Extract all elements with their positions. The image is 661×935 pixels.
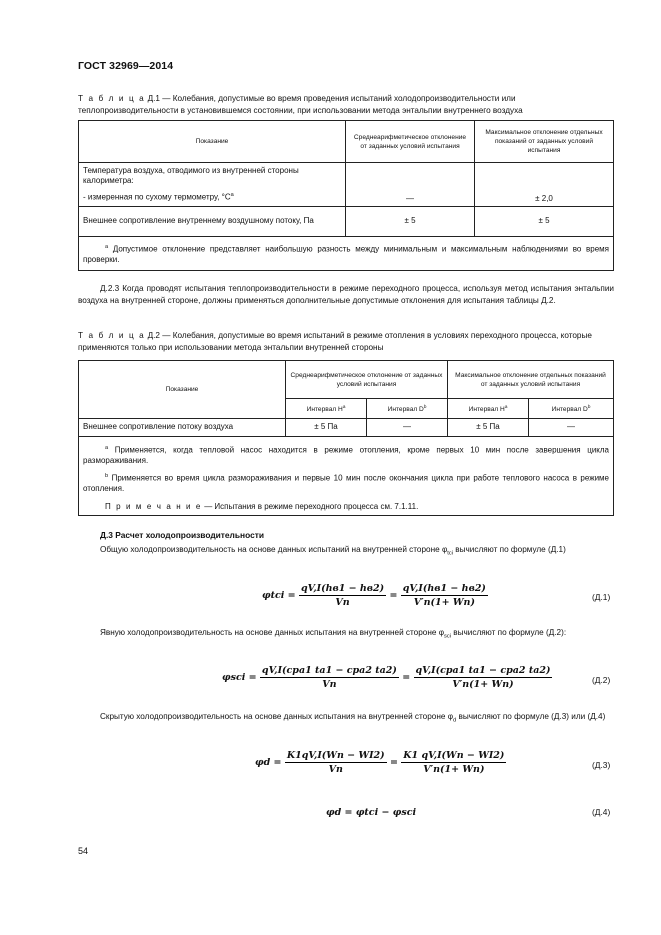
page-number: 54 xyxy=(78,846,89,856)
table1 xyxy=(78,120,614,271)
table2 xyxy=(78,360,614,516)
formula-d2-number: (Д.2) xyxy=(592,675,611,685)
table2-subheader-d1: Интервал $D^b$ xyxy=(367,399,448,419)
table2-footnote-b: $^b$ Применяется во время цикла размораживания и первые 10 мин после окончания цикла при работе теплового насоса в режиме отопления. xyxy=(83,472,609,493)
formula-d4-number: (Д.4) xyxy=(592,807,611,817)
table1-footnote-sup: a xyxy=(105,243,109,250)
table2-subheader-h1: Интервал $H^a$ xyxy=(286,399,367,419)
document-header: ГОСТ 32969—2014 xyxy=(78,60,174,72)
formula-d3: φd = $\frac{K1qV,I(Wn - WI2)}{Vn}$ = $\frac{K1 qV,I(Wn - WI2)}{V'n(1+ Wn)}$ xyxy=(255,750,505,775)
table1-footnote xyxy=(79,237,614,271)
table1-row2-val2: ± 5 xyxy=(475,207,614,237)
table2-col-header-0: Показание xyxy=(79,361,286,419)
table2-note: П р и м е ч а н и е — Испытания в режиме переходного процесса см. 7.1.11. xyxy=(105,502,419,512)
formula-d2-den2: V′n(1+ Wn) xyxy=(452,679,514,690)
table2-footnotes xyxy=(79,437,614,516)
table1-row1-line1: Температура воздуха, отводимого из внутренней стороны калориметра: xyxy=(83,165,299,186)
table2-caption-label: Т а б л и ц а xyxy=(78,331,146,340)
table2-col-header-1: Среднеарифметическое отклонение от заданных условий испытания xyxy=(286,361,448,399)
formula-d1-number: (Д.1) xyxy=(592,592,611,602)
table1-row1-line2: - измеренная по сухому термометру, °С xyxy=(83,192,231,202)
formula-d4: φd = φtci − φsci xyxy=(326,807,417,818)
formula-d3-den2: V′n(1+ Wn) xyxy=(423,764,485,775)
formula-d3-num1: K1qV,I(Wn − WI2) xyxy=(286,750,385,761)
paragraph-d23: Д.2.3 Когда проводят испытания теплопроизводительности в режиме переходного процесса, используя метод испытания энтальпии воздуха на внутренней стороне, должны применяться дополнительные допустимые отклонения для испытания таблицы Д.2. xyxy=(78,284,614,305)
table2-row-val: ± 5 Па xyxy=(286,419,367,437)
table1-caption-text: Д.1 — Колебания, допустимые во время проведения испытаний холодопроизводительности или теплопроизводительности в установившемся состоянии, при использовании метода энтальпии внутреннего воздуха xyxy=(78,94,523,115)
table2-col-header-2: Максимальное отклонение отдельных показаний от заданных условий испытания xyxy=(448,361,614,399)
table2-caption-text: Д.2 — Колебания, допустимые во время испытаний в режиме отопления в условиях переходного процесса, которые применяются только при использовании метода энтальпии внутренней стороны xyxy=(78,331,592,352)
table2-subheader-d2: Интервал $D^b$ xyxy=(529,399,614,419)
table1-col-header-2: Максимальное отклонение отдельных показаний от заданных условий испытания xyxy=(475,121,614,163)
formula-d3-number: (Д.3) xyxy=(592,760,611,770)
table1-row2-val1: ± 5 xyxy=(346,207,475,237)
formula-d1-num1: qV,I(hв1 − hв2) xyxy=(300,583,385,594)
formula-d3-num2: K1 qV,I(Wn − WI2) xyxy=(403,750,505,761)
formula-d2-num1: qV,I(cpa1 ta1 − cpa2 ta2) xyxy=(261,665,397,676)
table2-row-label: Внешнее сопротивление потоку воздуха xyxy=(79,419,286,437)
formula-d2-num2: qV,I(cpa1 ta1 − cpa2 ta2) xyxy=(415,665,551,676)
formula-d2-lhs: φsci = xyxy=(222,672,257,683)
table1-row1-val1: — xyxy=(346,163,475,207)
table1-footnote-text: Допустимое отклонение представляет наибольшую разность между минимальным и максимальным наблюдениями во время проверки. xyxy=(83,244,609,264)
formula-d3-lhs: φd = xyxy=(255,757,282,768)
formula-d1-lhs: φtci = xyxy=(262,590,296,601)
table2-caption xyxy=(78,330,614,353)
formula-d1-num2: qV,I(hв1 − hв2) xyxy=(402,583,486,594)
table1-row1-val2: ± 2,0 xyxy=(475,163,614,207)
table2-subheader-h2: Интервал $H^a$ xyxy=(448,399,529,419)
formula-d3-den1: Vn xyxy=(328,764,343,775)
formula-d1-den1: Vn xyxy=(335,597,350,608)
table1-caption-label: Т а б л и ц а xyxy=(78,94,146,103)
table2-row-val: — xyxy=(367,419,448,437)
formula-d2: φsci = $\frac{\text{qV,I(cpa1 ta1 − cpa2 ta2)}}{Vn}$ = $\frac{\text{qV,I(cpa1 ta1 − cpa2 ta2)}}{V'n(1+ Wn)}$ xyxy=(222,665,551,690)
table1-caption xyxy=(78,93,614,116)
table1-col-header-0: Показание xyxy=(79,121,346,163)
table1-col-header-1: Среднеарифметическое отклонение от заданных условий испытания xyxy=(346,121,475,163)
formula-d1: φtci = $\frac{qV,I(hв1 - hв2)}{Vn}$ = $\frac{qV,I(hв1 - hв2)}{V'n(1+ Wn)}$ xyxy=(262,583,486,608)
table2-footnote-a: $^a$ Применяется, когда тепловой насос находится в режиме отопления, кроме первых 10 мин после завершения цикла размораживания. xyxy=(83,445,609,466)
section-d3-heading: Д.3 Расчет холодопроизводительности xyxy=(100,530,265,540)
table1-row1-sup: a xyxy=(230,191,234,198)
table2-row-val: — xyxy=(529,419,614,437)
table1-row1-label xyxy=(79,163,346,207)
paragraph-d3-1: Общую холодопроизводительность на основе данных испытаний на внутренней стороне $\varphi_{tci}$ вычисляют по формуле (Д.1) xyxy=(100,545,566,557)
paragraph-d3-3: Скрытую холодопроизводительность на основе данных испытания на внутренней стороне $\varphi_d$ вычисляют по формуле (Д.3) или (Д.4) xyxy=(100,712,606,724)
formula-d1-den2: V′n(1+ Wn) xyxy=(413,597,475,608)
formula-d2-den1: Vn xyxy=(322,679,337,690)
table1-row2-label: Внешнее сопротивление внутреннему воздушному потоку, Па xyxy=(79,207,346,237)
paragraph-d3-2: Явную холодопроизводительность на основе данных испытания на внутренней стороне $\varphi_{sci}$ вычисляют по формуле (Д.2): xyxy=(100,628,567,640)
table2-row-val: ± 5 Па xyxy=(448,419,529,437)
